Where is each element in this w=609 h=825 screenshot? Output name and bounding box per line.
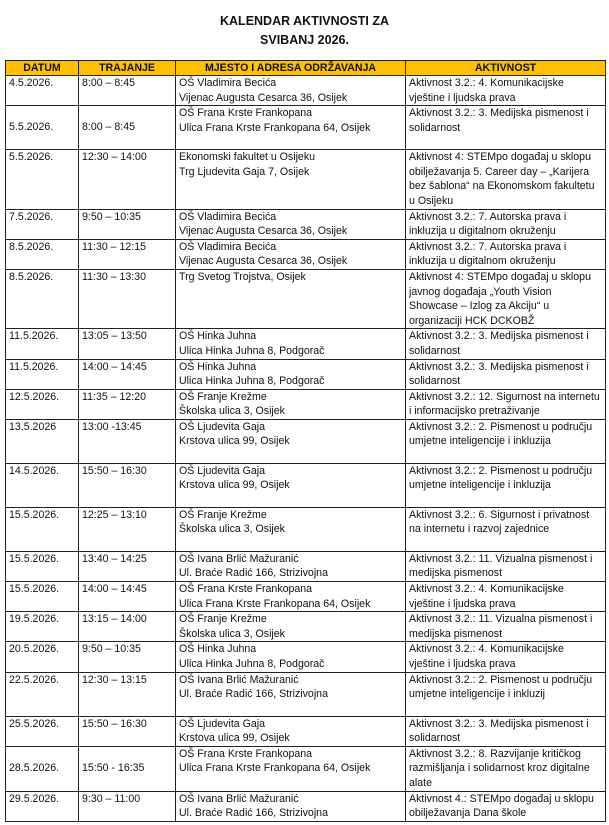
- cell-mjesto: [176, 642, 406, 672]
- table-row: [6, 642, 606, 672]
- cell-aktivnost: [406, 791, 606, 821]
- cell-trajanje: [79, 150, 176, 209]
- cell-mjesto: [176, 209, 406, 239]
- activity-text: Aktivnost 3.2.: 11. Vizualna pismenost i medijska pismenost: [409, 613, 593, 640]
- time-range-text: 13:15 – 14:00: [82, 613, 147, 626]
- date-text: 7.5.2026.: [9, 210, 54, 223]
- cell-datum: [6, 642, 79, 672]
- date-text: 8.5.2026.: [9, 270, 54, 283]
- cell-mjesto: [176, 672, 406, 716]
- time-range-text: 11:30 – 12:15: [82, 240, 147, 253]
- venue-name: OŠ Vladimira Becića: [179, 77, 277, 89]
- cell-datum: [6, 150, 79, 209]
- table-row: [6, 507, 606, 551]
- venue-address: Ulica Frana Krste Frankopana 64, Osijek: [179, 121, 371, 134]
- venue-name: OŠ Vladimira Becića: [179, 210, 277, 223]
- table-row: [6, 716, 606, 746]
- cell-datum: [6, 551, 79, 581]
- time-range-text: 14:00 – 14:45: [82, 583, 147, 596]
- venue-address: Trg Ljudevita Gaja 7, Osijek: [179, 165, 310, 178]
- cell-datum: [6, 359, 79, 389]
- time-range-text: 11:35 – 12:20: [82, 390, 147, 403]
- venue-address: Školska ulica 3, Osijek: [179, 523, 285, 536]
- activity-text: Aktivnost 3.2.: 7. Autorska prava i inkluzija u digitalnom okruženju: [409, 210, 567, 238]
- activity-text: Aktivnost 4: STEMpo događaj u sklopu javnog događaja „Youth Vision Showcase – Izlog za Akciju“ u organizaciji HCK DCKOBŽ: [409, 270, 591, 327]
- activity-text: Aktivnost 3.2.: 2. Pismenost u području umjetne inteligencije i inkluzij: [409, 673, 593, 701]
- activity-text: Aktivnost 3.2.: 7. Autorska prava i inkluzija u digitalnom okruženju: [409, 240, 567, 268]
- venue-name: OŠ Franje Krežme: [179, 613, 267, 626]
- time-range-text: 14:00 – 14:45: [82, 360, 147, 373]
- venue-name: OŠ Hinka Juhna: [179, 360, 257, 373]
- cell-mjesto: [176, 716, 406, 746]
- time-range-text: 15:50 – 16:30: [82, 717, 147, 730]
- table-row: [6, 209, 606, 239]
- venue-name: OŠ Ljudevita Gaja: [179, 464, 265, 477]
- table-row: [6, 269, 606, 328]
- cell-trajanje: [79, 582, 176, 612]
- venue-address: Ul. Braće Radić 166, Strizivojna: [179, 567, 328, 580]
- activity-text: Aktivnost 3.2.: 3. Medijska pismenost i solidarnost: [409, 330, 589, 357]
- time-range-text: 13:00 -13:45: [82, 420, 142, 433]
- activity-text: Aktivnost 3.2.: 8. Razvijanje kritičkog razmišljanja i solidarnost kroz digitalne alate: [409, 747, 590, 789]
- activity-text: Aktivnost 4.: STEMpo događaj u sklopu obilježavanja Dana škole: [409, 792, 594, 820]
- cell-mjesto: [176, 76, 406, 106]
- activity-text: Aktivnost 3.2.: 4. Komunikacijske vještine i ljudska prava: [409, 583, 564, 610]
- activity-text: Aktivnost 3.2.: 11. Vizualna pismenost i medijska pismenost: [409, 552, 593, 580]
- activity-text: Aktivnost 3.2.: 4. Komunikacijske vještine i ljudska prava: [409, 77, 564, 104]
- date-text: 8.5.2026.: [9, 240, 54, 253]
- venue-name: OŠ Ljudevita Gaja: [179, 420, 265, 433]
- table-body: [6, 76, 606, 822]
- venue-address: Ulica Hinka Juhna 8, Podgorač: [179, 375, 325, 388]
- cell-trajanje: [79, 389, 176, 419]
- activity-text: Aktivnost 3.2.: 4. Komunikacijske vještine i ljudska prava: [409, 643, 564, 671]
- cell-trajanje: [79, 106, 176, 150]
- table-row: [6, 582, 606, 612]
- date-text: 11.5.2026.: [9, 330, 59, 343]
- cell-aktivnost: [406, 551, 606, 581]
- column-header-datum: DATUM: [6, 61, 79, 76]
- cell-mjesto: [176, 463, 406, 507]
- date-text: 20.5.2026.: [9, 643, 60, 656]
- table-row: [6, 463, 606, 507]
- venue-name: OŠ Ljudevita Gaja: [179, 717, 265, 730]
- venue-address: Ulica Frana Krste Frankopana 64, Osijek: [179, 597, 371, 610]
- cell-mjesto: [176, 582, 406, 612]
- table-row: [6, 106, 606, 150]
- table-row: [6, 239, 606, 269]
- cell-mjesto: [176, 746, 406, 791]
- cell-datum: [6, 507, 79, 551]
- activity-text: Aktivnost 3.2.: 3. Medijska pismenost i solidarnost: [409, 717, 589, 745]
- activity-text: Aktivnost 3.2.: 12. Sigurnost na internetu i informacijsko pretraživanje: [409, 390, 600, 418]
- cell-aktivnost: [406, 582, 606, 612]
- cell-mjesto: [176, 551, 406, 581]
- cell-aktivnost: [406, 329, 606, 359]
- venue-address: Ulica Frana Krste Frankopana 64, Osijek: [179, 762, 371, 775]
- date-text: 12.5.2026.: [9, 390, 60, 403]
- cell-aktivnost: [406, 269, 606, 328]
- venue-address: Ulica Hinka Juhna 8, Podgorač: [179, 344, 325, 357]
- activity-text: Aktivnost 4: STEMpo događaj u sklopu obilježavanja 5. Career day – „Karijera bez šablona“ na Ekonomskom fakultetu u Osijeku: [409, 151, 595, 207]
- venue-address: Školska ulica 3, Osijek: [179, 405, 285, 418]
- document-title: [0, 12, 609, 50]
- cell-aktivnost: [406, 716, 606, 746]
- venue-address: Školska ulica 3, Osijek: [179, 627, 285, 640]
- cell-trajanje: [79, 672, 176, 716]
- cell-aktivnost: [406, 239, 606, 269]
- table-row: [6, 791, 606, 821]
- time-range-text: 15:50 - 16:35: [82, 762, 145, 775]
- table-row: [6, 419, 606, 463]
- venue-address: Krstova ulica 99, Osijek: [179, 732, 290, 745]
- time-range-text: 12:25 – 13:10: [82, 508, 147, 521]
- cell-aktivnost: [406, 672, 606, 716]
- cell-aktivnost: [406, 209, 606, 239]
- venue-name: OŠ Franje Krežme: [179, 390, 267, 403]
- cell-aktivnost: [406, 507, 606, 551]
- cell-trajanje: [79, 612, 176, 642]
- title-line-1: KALENDAR AKTIVNOSTI ZA: [220, 14, 389, 28]
- table-row: [6, 672, 606, 716]
- cell-datum: [6, 672, 79, 716]
- cell-datum: [6, 612, 79, 642]
- venue-address: Vijenac Augusta Cesarca 36, Osijek: [179, 255, 348, 268]
- cell-datum: [6, 239, 79, 269]
- cell-trajanje: [79, 419, 176, 463]
- time-range-text: 12:30 – 14:00: [82, 151, 147, 164]
- venue-address: Krstova ulica 99, Osijek: [179, 479, 290, 492]
- cell-datum: [6, 419, 79, 463]
- cell-mjesto: [176, 239, 406, 269]
- activity-text: Aktivnost 3.2.: 6. Sigurnost i privatnost na internetu i razvoj zajednice: [409, 508, 590, 536]
- table-row: [6, 746, 606, 791]
- cell-trajanje: [79, 359, 176, 389]
- date-text: 13.5.2026: [9, 420, 57, 433]
- cell-aktivnost: [406, 642, 606, 672]
- cell-aktivnost: [406, 150, 606, 209]
- venue-name: OŠ Ivana Brlić Mažuranić: [179, 552, 299, 565]
- cell-datum: [6, 76, 79, 106]
- cell-trajanje: [79, 746, 176, 791]
- cell-mjesto: [176, 612, 406, 642]
- table-row: [6, 551, 606, 581]
- date-text: 11.5.2026.: [9, 360, 59, 373]
- cell-aktivnost: [406, 746, 606, 791]
- venue-name: Trg Svetog Trojstva, Osijek: [179, 270, 306, 283]
- cell-datum: [6, 791, 79, 821]
- time-range-text: 9:50 – 10:35: [82, 643, 141, 656]
- cell-mjesto: [176, 507, 406, 551]
- time-range-text: 11:30 – 13:30: [82, 270, 147, 283]
- activity-text: Aktivnost 3.2.: 3. Medijska pismenost i solidarnost: [409, 107, 589, 134]
- cell-datum: [6, 269, 79, 328]
- cell-mjesto: [176, 791, 406, 821]
- activity-text: Aktivnost 3.2.: 2. Pismenost u području umjetne inteligencije i inkluzija: [409, 464, 593, 492]
- venue-address: Ul. Braće Radić 166, Strizivojna: [179, 688, 328, 701]
- title-line-2: SVIBANJ 2026.: [260, 33, 349, 47]
- venue-address: Vijenac Augusta Cesarca 36, Osijek: [179, 225, 348, 238]
- date-text: 15.5.2026.: [9, 583, 60, 596]
- venue-name: OŠ Hinka Juhna: [179, 643, 257, 656]
- cell-trajanje: [79, 642, 176, 672]
- time-range-text: 9:50 – 10:35: [82, 210, 141, 223]
- cell-trajanje: [79, 329, 176, 359]
- cell-aktivnost: [406, 389, 606, 419]
- table-header-row: [6, 61, 606, 76]
- column-header-mjesto: MJESTO I ADRESA ODRŽAVANJA: [176, 61, 406, 76]
- time-range-text: 13:05 – 13:50: [82, 330, 147, 343]
- venue-address: Krstova ulica 99, Osijek: [179, 435, 290, 448]
- cell-datum: [6, 389, 79, 419]
- cell-datum: [6, 209, 79, 239]
- date-text: 22.5.2026.: [9, 673, 60, 686]
- venue-name: OŠ Hinka Juhna: [179, 330, 257, 343]
- time-range-text: 15:50 – 16:30: [82, 464, 147, 477]
- date-text: 5.5.2026.: [9, 121, 54, 134]
- cell-trajanje: [79, 239, 176, 269]
- cell-mjesto: [176, 419, 406, 463]
- date-text: 28.5.2026.: [9, 762, 60, 775]
- cell-datum: [6, 716, 79, 746]
- time-range-text: 9:30 – 11:00: [82, 792, 141, 805]
- cell-datum: [6, 329, 79, 359]
- venue-address: Ul. Braće Radić 166, Strizivojna: [179, 807, 328, 820]
- venue-name: OŠ Frana Krste Frankopana: [179, 747, 313, 760]
- time-range-text: 12:30 – 13:15: [82, 673, 147, 686]
- venue-name: OŠ Frana Krste Frankopana: [179, 583, 313, 596]
- cell-mjesto: [176, 359, 406, 389]
- table-row: [6, 329, 606, 359]
- cell-aktivnost: [406, 612, 606, 642]
- date-text: 29.5.2026.: [9, 792, 60, 805]
- cell-mjesto: [176, 389, 406, 419]
- cell-aktivnost: [406, 463, 606, 507]
- cell-trajanje: [79, 463, 176, 507]
- date-text: 15.5.2026.: [9, 508, 60, 521]
- table-row: [6, 359, 606, 389]
- venue-address: Ulica Hinka Juhna 8, Podgorač: [179, 658, 325, 671]
- venue-name: OŠ Ivana Brlić Mažuranić: [179, 792, 299, 805]
- activity-text: Aktivnost 3.2.: 3. Medijska pismenost i solidarnost: [409, 360, 589, 388]
- date-text: 5.5.2026.: [9, 151, 54, 164]
- time-range-text: 8:00 – 8:45: [82, 77, 136, 89]
- venue-address: Vijenac Augusta Cesarca 36, Osijek: [179, 91, 348, 104]
- venue-name: OŠ Vladimira Becića: [179, 240, 277, 253]
- cell-trajanje: [79, 716, 176, 746]
- cell-datum: [6, 746, 79, 791]
- table-row: [6, 150, 606, 209]
- venue-name: Ekonomski fakultet u Osijeku: [179, 151, 316, 164]
- cell-mjesto: [176, 150, 406, 209]
- cell-datum: [6, 106, 79, 150]
- column-header-aktivnost: AKTIVNOST: [406, 61, 606, 76]
- date-text: 25.5.2026.: [9, 717, 60, 730]
- cell-trajanje: [79, 209, 176, 239]
- cell-trajanje: [79, 76, 176, 106]
- cell-aktivnost: [406, 76, 606, 106]
- cell-datum: [6, 463, 79, 507]
- venue-name: OŠ Franje Krežme: [179, 508, 267, 521]
- cell-aktivnost: [406, 106, 606, 150]
- activity-calendar-table: [5, 60, 606, 822]
- time-range-text: 13:40 – 14:25: [82, 552, 147, 565]
- date-text: 15.5.2026.: [9, 552, 60, 565]
- venue-name: OŠ Ivana Brlić Mažuranić: [179, 673, 299, 686]
- table-row: [6, 76, 606, 106]
- cell-trajanje: [79, 551, 176, 581]
- cell-aktivnost: [406, 359, 606, 389]
- column-header-trajanje: TRAJANJE: [79, 61, 176, 76]
- cell-mjesto: [176, 106, 406, 150]
- cell-mjesto: [176, 329, 406, 359]
- date-text: 4.5.2026.: [9, 77, 54, 89]
- cell-aktivnost: [406, 419, 606, 463]
- cell-datum: [6, 582, 79, 612]
- table-row: [6, 612, 606, 642]
- time-range-text: 8:00 – 8:45: [82, 121, 136, 134]
- cell-mjesto: [176, 269, 406, 328]
- table-row: [6, 389, 606, 419]
- cell-trajanje: [79, 791, 176, 821]
- cell-trajanje: [79, 269, 176, 328]
- venue-name: OŠ Frana Krste Frankopana: [179, 107, 313, 120]
- date-text: 19.5.2026.: [9, 613, 60, 626]
- cell-trajanje: [79, 507, 176, 551]
- activity-text: Aktivnost 3.2.: 2. Pismenost u području umjetne inteligencije i inkluzija: [409, 420, 593, 448]
- date-text: 14.5.2026.: [9, 464, 60, 477]
